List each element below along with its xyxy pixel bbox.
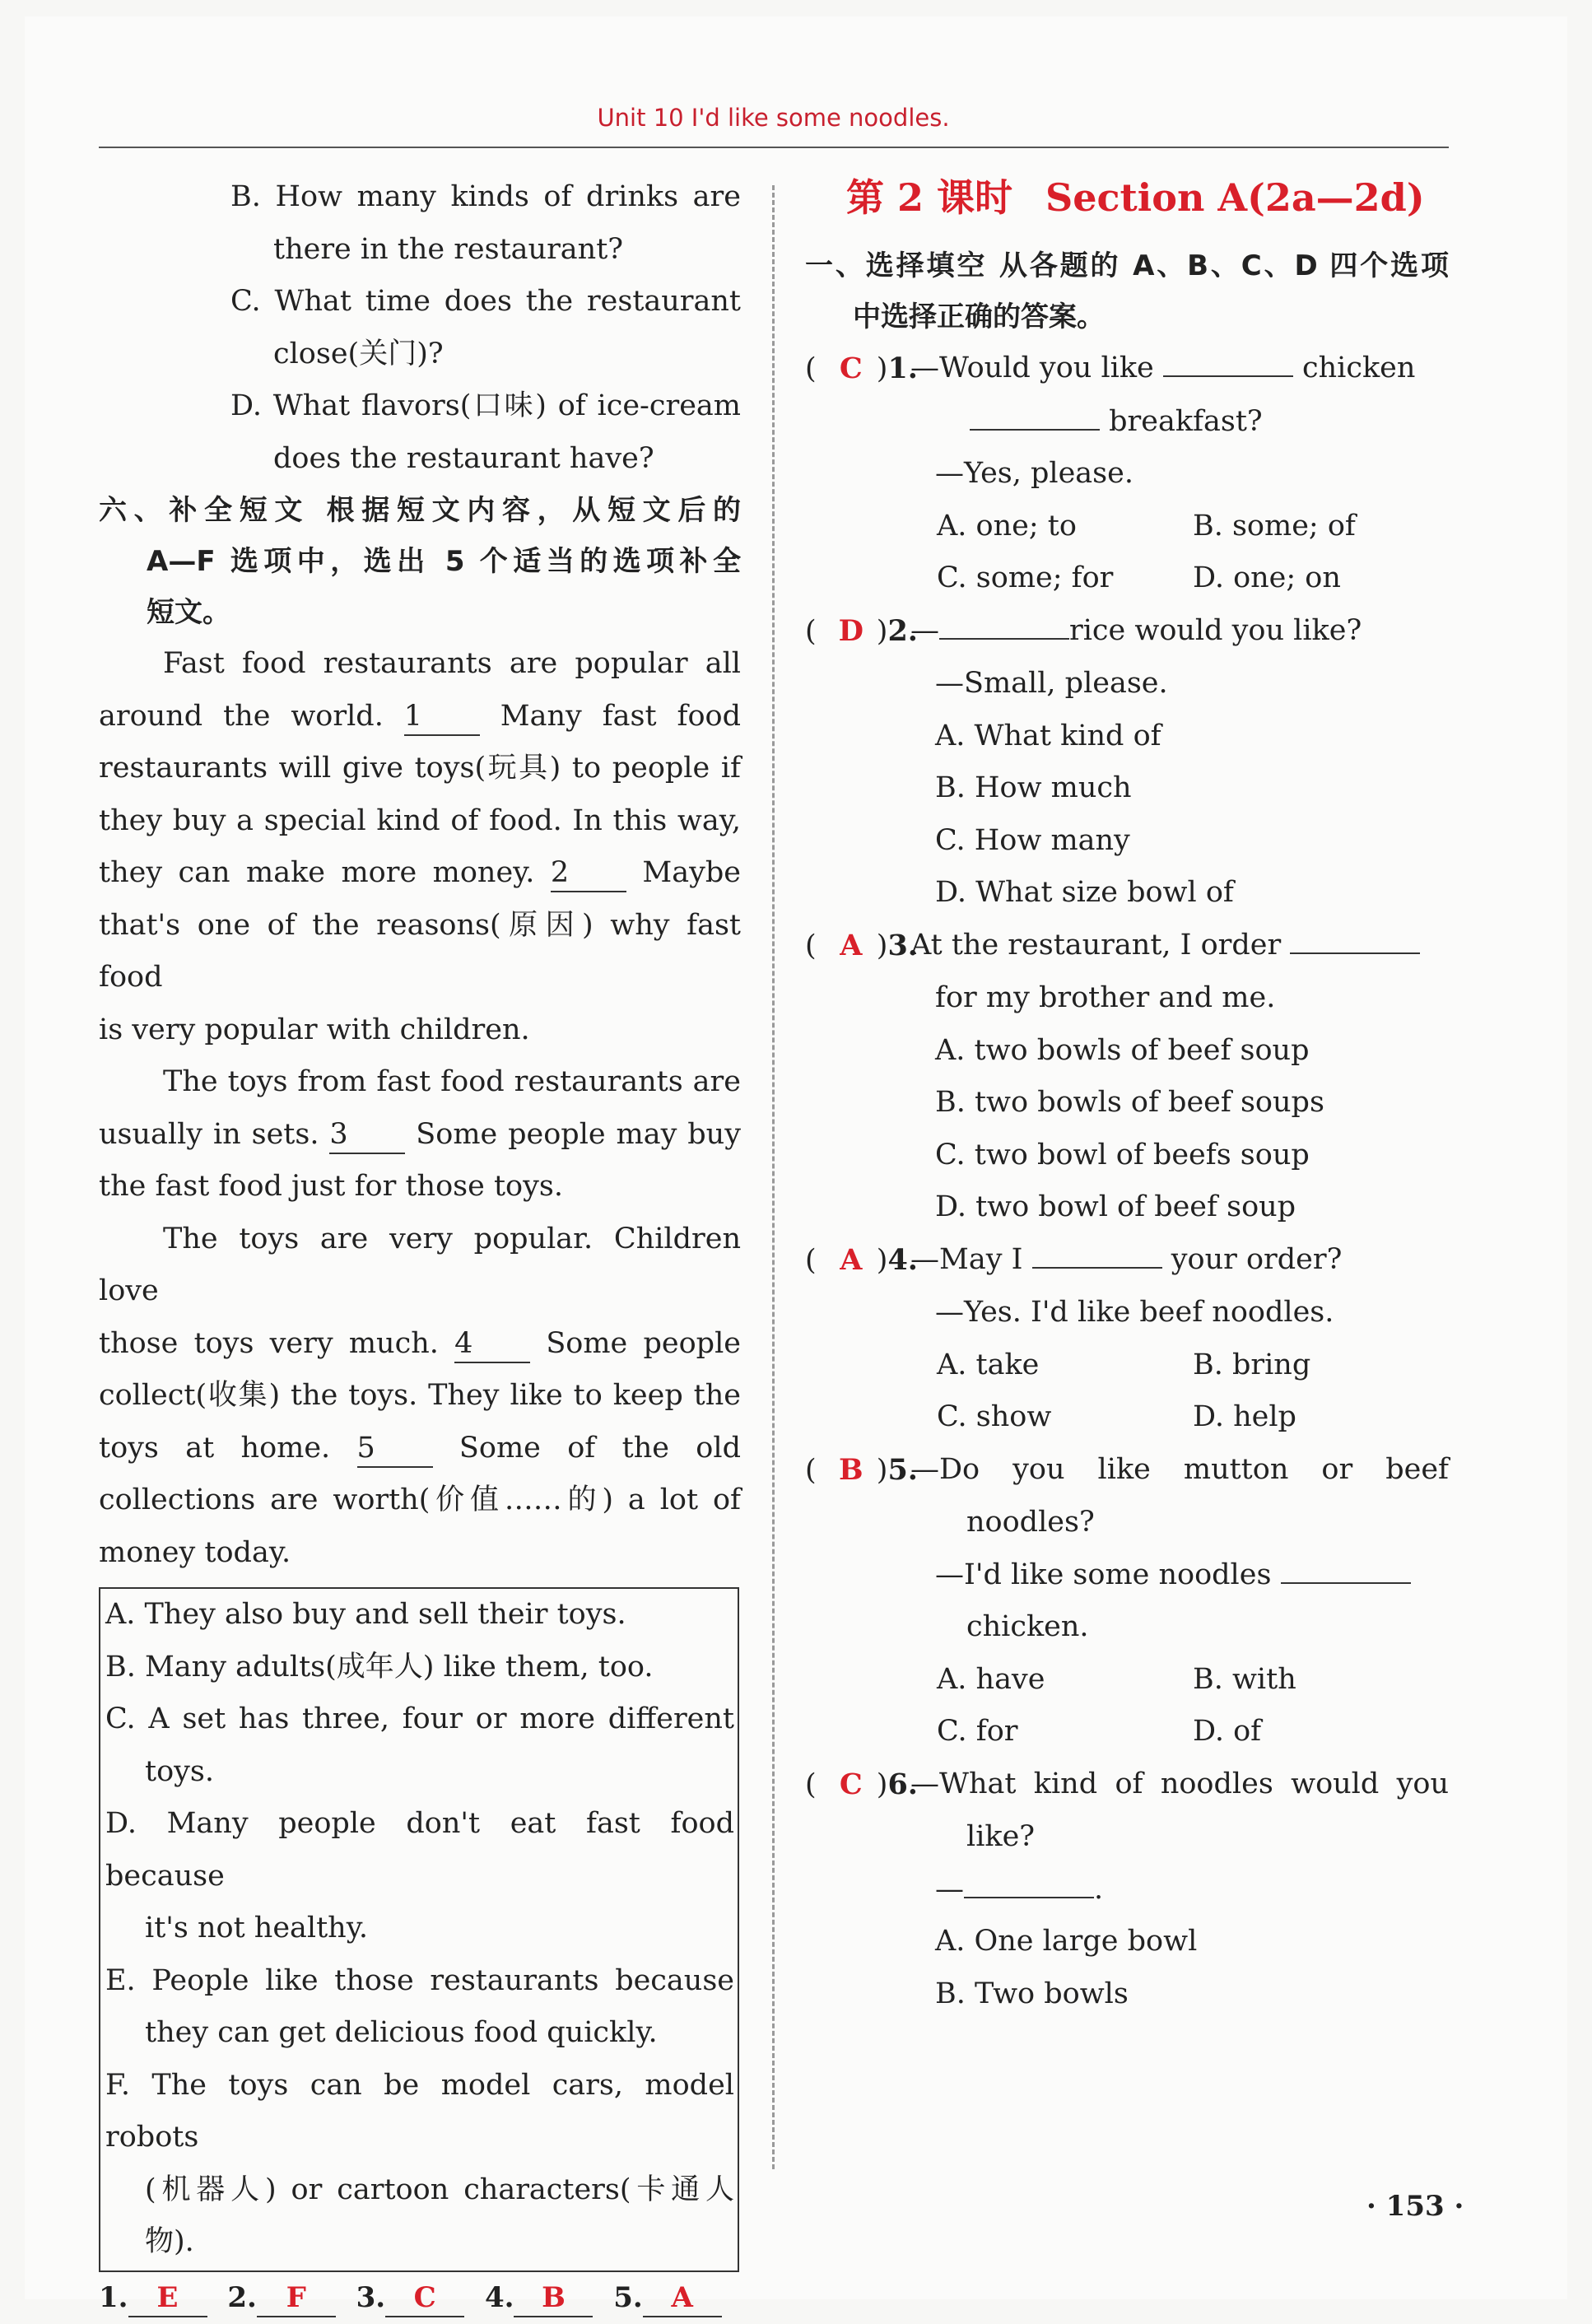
option-a: A. They also buy and sell their toys. bbox=[100, 1589, 738, 1642]
q2-blank[interactable] bbox=[939, 638, 1069, 640]
lesson-title: 第 2 课时 Section A(2a—2d) bbox=[805, 171, 1449, 224]
question-1: ( C )1. —Would you like chicken bbox=[805, 342, 1449, 396]
q1-reply: —Yes, please. bbox=[805, 448, 1449, 501]
right-column bbox=[805, 171, 1449, 2020]
part1-heading: 一、选择填空 从各题的 A、B、C、D 四个选项 中选择正确的答案。 bbox=[805, 240, 1449, 342]
q4-options-cd: C. show D. help bbox=[805, 1391, 1449, 1444]
option-b-line1: B. How many kinds of drinks are bbox=[99, 171, 741, 224]
blank-5[interactable]: 5 bbox=[357, 1430, 433, 1468]
q4-blank[interactable] bbox=[1032, 1267, 1162, 1269]
answer-1[interactable]: E bbox=[128, 2280, 207, 2317]
blank-3[interactable]: 3 bbox=[329, 1116, 405, 1154]
q5-options-cd: C. for D. of bbox=[805, 1706, 1449, 1758]
passage-line: is very popular with children. bbox=[99, 1004, 741, 1057]
column-divider bbox=[772, 185, 775, 2169]
section6-heading: 六、补全短文 根据短文内容，从短文后的 A—F 选项中，选出 5 个适当的选项补全 短文。 bbox=[99, 485, 741, 638]
answer-5[interactable]: A bbox=[643, 2280, 722, 2317]
passage-line: The toys from fast food restaurants are bbox=[99, 1056, 741, 1109]
answer-2[interactable]: F bbox=[257, 2280, 336, 2317]
option-f: F. The toys can be model cars, model robots bbox=[100, 2060, 738, 2164]
q5-answer[interactable]: B bbox=[826, 1444, 877, 1497]
passage-line: restaurants will give toys(玩具) to people if bbox=[99, 743, 741, 795]
blank-4[interactable]: 4 bbox=[454, 1325, 530, 1363]
q5-reply2: chicken. bbox=[805, 1601, 1449, 1654]
option-b: B. Many adults(成年人) like them, too. bbox=[100, 1642, 738, 1694]
q1-options-cd: C. some; for D. one; on bbox=[805, 552, 1449, 605]
q4-reply: —Yes. I'd like beef noodles. bbox=[805, 1287, 1449, 1339]
q2-answer[interactable]: D bbox=[826, 605, 877, 658]
passage-line: that's one of the reasons(原因) why fast food bbox=[99, 900, 741, 1004]
q4-answer[interactable]: A bbox=[826, 1234, 877, 1287]
answer-4[interactable]: B bbox=[514, 2280, 593, 2317]
passage-line: money today. bbox=[99, 1527, 741, 1580]
q1-blank1[interactable] bbox=[1163, 375, 1293, 377]
option-c: C. A set has three, four or more different bbox=[100, 1693, 738, 1746]
left-column bbox=[99, 171, 741, 2324]
q1-answer[interactable]: C bbox=[826, 342, 877, 395]
question-5: ( B )5. —Do you like mutton or beef bbox=[805, 1444, 1449, 1497]
passage-line: they buy a special kind of food. In this way, bbox=[99, 795, 741, 848]
q2-option-a: A. What kind of bbox=[805, 710, 1449, 763]
options-box bbox=[99, 1587, 739, 2272]
q6-option-a: A. One large bowl bbox=[805, 1916, 1449, 1968]
passage-line: toys at home. 5 Some of the old bbox=[99, 1423, 741, 1475]
option-f-cont2: 物). bbox=[100, 2216, 738, 2269]
option-c-line2: close(关门)? bbox=[99, 328, 741, 381]
q1-blank2[interactable] bbox=[970, 429, 1100, 431]
q6-reply: — . bbox=[805, 1864, 1449, 1916]
q3-blank[interactable] bbox=[1290, 952, 1420, 954]
page-number: · 153 · bbox=[1366, 2190, 1464, 2223]
passage-line: The toys are very popular. Children love bbox=[99, 1213, 741, 1318]
answer-3[interactable]: C bbox=[385, 2280, 464, 2317]
option-f-cont: (机器人) or cartoon characters(卡通人 bbox=[100, 2164, 738, 2217]
q5-line2: noodles? bbox=[805, 1497, 1449, 1549]
q2-option-c: C. How many bbox=[805, 815, 1449, 868]
q6-answer[interactable]: C bbox=[826, 1758, 877, 1811]
answer-row: 1. E 2. F 3. C 4. B 5. A bbox=[99, 2272, 741, 2324]
q1-line2: breakfast? bbox=[805, 396, 1449, 449]
option-d-cont: it's not healthy. bbox=[100, 1903, 738, 1955]
option-b-line2: there in the restaurant? bbox=[99, 224, 741, 277]
q4-options-ab: A. take B. bring bbox=[805, 1339, 1449, 1392]
q3-option-a: A. two bowls of beef soup bbox=[805, 1025, 1449, 1078]
q3-option-c: C. two bowl of beefs soup bbox=[805, 1129, 1449, 1182]
question-4: ( A )4. —May I your order? bbox=[805, 1234, 1449, 1288]
q2-option-b: B. How much bbox=[805, 762, 1449, 815]
q2-reply: —Small, please. bbox=[805, 658, 1449, 710]
passage-line: they can make more money. 2 Maybe bbox=[99, 847, 741, 900]
blank-1[interactable]: 1 bbox=[404, 698, 480, 736]
q1-options-ab: A. one; to B. some; of bbox=[805, 501, 1449, 553]
option-d-line1: D. What flavors(口味) of ice-cream bbox=[99, 380, 741, 433]
q5-options-ab: A. have B. with bbox=[805, 1654, 1449, 1707]
option-d: D. Many people don't eat fast food because bbox=[100, 1798, 738, 1903]
q5-blank[interactable] bbox=[1281, 1582, 1411, 1584]
passage-line: around the world. 1 Many fast food bbox=[99, 691, 741, 743]
option-e: E. People like those restaurants because bbox=[100, 1955, 738, 2008]
q3-option-d: D. two bowl of beef soup bbox=[805, 1181, 1449, 1234]
q3-line2: for my brother and me. bbox=[805, 972, 1449, 1025]
blank-2[interactable]: 2 bbox=[551, 855, 626, 892]
header-rule bbox=[99, 147, 1449, 148]
option-e-cont: they can get delicious food quickly. bbox=[100, 2007, 738, 2060]
unit-header: Unit 10 I'd like some noodles. bbox=[99, 104, 1448, 132]
q6-blank[interactable] bbox=[964, 1897, 1094, 1898]
q6-option-b: B. Two bowls bbox=[805, 1968, 1449, 2021]
q3-answer[interactable]: A bbox=[826, 920, 877, 972]
question-2: ( D )2. — rice would you like? bbox=[805, 605, 1449, 659]
passage-line: the fast food just for those toys. bbox=[99, 1161, 741, 1213]
question-6: ( C )6. —What kind of noodles would you bbox=[805, 1758, 1449, 1812]
option-c-cont: toys. bbox=[100, 1746, 738, 1799]
passage-line: usually in sets. 3 Some people may buy bbox=[99, 1109, 741, 1162]
option-c-line1: C. What time does the restaurant bbox=[99, 276, 741, 328]
option-d-line2: does the restaurant have? bbox=[99, 433, 741, 486]
passage-line: Fast food restaurants are popular all bbox=[99, 638, 741, 691]
passage-line: those toys very much. 4 Some people bbox=[99, 1318, 741, 1371]
passage-line: collections are worth(价值……的) a lot of bbox=[99, 1474, 741, 1527]
q3-option-b: B. two bowls of beef soups bbox=[805, 1077, 1449, 1129]
q2-option-d: D. What size bowl of bbox=[805, 867, 1449, 920]
q6-line2: like? bbox=[805, 1811, 1449, 1864]
passage-line: collect(收集) the toys. They like to keep the bbox=[99, 1370, 741, 1423]
question-3: ( A )3. At the restaurant, I order bbox=[805, 920, 1449, 973]
q5-reply: —I'd like some noodles bbox=[805, 1549, 1449, 1602]
